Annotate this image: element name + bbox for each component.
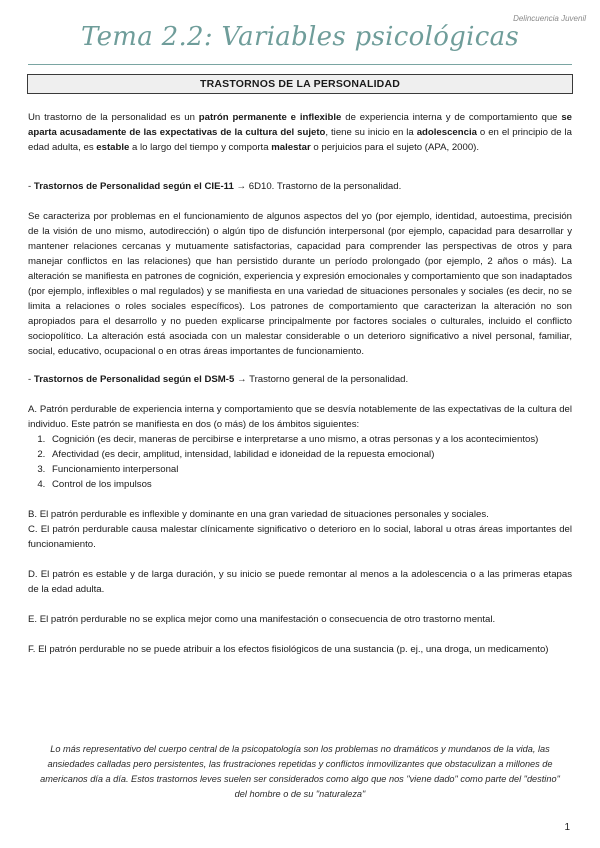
title-divider xyxy=(28,64,572,65)
cie-code: → 6D10. Trastorno de la personalidad. xyxy=(233,181,402,192)
page-number: 1 xyxy=(564,822,570,833)
cie-label: Trastornos de Personalidad según el CIE-11 xyxy=(33,181,234,192)
dsm-label: Trastornos de Personalidad según el DSM-5 xyxy=(33,374,235,385)
running-header: Delincuencia Juvenil xyxy=(513,14,586,23)
dsm-code: → Trastorno general de la personalidad. xyxy=(234,374,409,385)
intro-bold: malestar xyxy=(271,142,311,153)
list-item: 1. Cognición (es decir, maneras de percibirse e interpretarse a uno mismo, a otras personas y a los acontecimientos) xyxy=(48,432,572,447)
body-text xyxy=(28,110,572,657)
list-item: 2. Afectividad (es decir, amplitud, intensidad, labilidad e idoneidad de la repuesta emocional) xyxy=(48,447,572,462)
cie-description: Se caracteriza por problemas en el funcionamiento de algunos aspectos del yo (por ejemplo, identidad, autoestima, precisión de la visión de uno mismo, autodirección) o algún tipo de disfunción interpersonal (por ejemplo, capacidad para desarrollar y mantener relaciones cercanas y mutuamente satisfactorias, capacidad para comprender las perspectivas de otros y para manejar conflictos en las relaciones) que han persistido durante un período prolongado (por ejemplo, 2 años o más). La alteración se manifiesta en patrones de cognición, experiencia y expresión emocionales y comportamiento que son inadaptados (por ejemplo, inflexibles o mal regulados) y se manifiesta en una variedad de situaciones personales y sociales (es decir, no se limita a relaciones o roles sociales específicos). Los patrones de comportamiento que caracterizan la alteración no son apropiados para el desarrollo y no pueden explicarse principalmente por factores sociales o culturales, incluido el conflicto sociopolítico. La alteración está asociada con un malestar considerable o un deterioro significativo a nivel personal, familiar, social, educativo, ocupacional o en otras áreas importantes de funcionamiento. xyxy=(28,211,572,357)
criterion-c: C. El patrón perdurable causa malestar clínicamente significativo o deterioro en lo social, laboral u otras áreas importantes del funcionamiento. xyxy=(28,524,572,550)
cie-dash: - xyxy=(28,181,34,192)
criterion-a-list xyxy=(28,432,572,492)
criterion-d: D. El patrón es estable y de larga duración, y su inicio se puede remontar al menos a la adolescencia o a las primeras etapas de la edad adulta. xyxy=(28,569,572,595)
intro-bold: se aparta acusadamente de las expectativas de la cultura del sujeto xyxy=(28,112,572,138)
dsm-dash: - xyxy=(28,374,34,385)
intro-bold: patrón permanente e inflexible xyxy=(198,112,342,123)
intro-text: o en el principio de la edad adulta, es xyxy=(28,127,572,153)
closing-quote: Lo más representativo del cuerpo central de la psicopatología son los problemas no dramáticos y mundanos de la vida, las ansiedades calladas pero persistentes, las frustraciones repetidas y conflictos inmovilizantes que obstaculizan a millones de americanos día a día. Estos trastornos leves suelen ser considerados como algo que nos "viene dado" como parte del "destino" del hombre o de su "naturaleza" xyxy=(40,744,560,799)
cie-heading xyxy=(28,179,572,194)
intro-text: a lo largo del tiempo y comporta xyxy=(129,142,272,153)
criterion-a: A. Patrón perdurable de experiencia interna y comportamiento que se desvía notablemente de las expectativas de la cultura del individuo. Este patrón se manifiesta en dos (o más) de los ámbitos siguientes: xyxy=(28,404,572,430)
criterion-e: E. El patrón perdurable no se explica mejor como una manifestación o consecuencia de otro trastorno mental. xyxy=(28,614,496,625)
intro-bold: adolescencia xyxy=(416,127,477,138)
intro-bold: estable xyxy=(96,142,130,153)
criterion-f: F. El patrón perdurable no se puede atribuir a los efectos fisiológicos de una sustancia (p. ej., una droga, un medicamento) xyxy=(28,644,549,655)
intro-text: de experiencia interna y de comportamiento que xyxy=(341,112,562,123)
page-title: Tema 2.2: Variables psicológicas xyxy=(80,22,520,52)
intro-text: o perjuicios para el sujeto (APA, 2000). xyxy=(310,142,480,153)
criterion-b: B. El patrón perdurable es inflexible y dominante en una gran variedad de situaciones personales y sociales. xyxy=(28,509,489,520)
intro-text: , tiene su inicio en la xyxy=(325,127,417,138)
list-item: 4. Control de los impulsos xyxy=(48,477,572,492)
intro-paragraph xyxy=(28,110,572,155)
section-heading: TRASTORNOS DE LA PERSONALIDAD xyxy=(27,74,573,94)
intro-text: Un trastorno de la personalidad es un xyxy=(28,112,199,123)
list-item: 3. Funcionamiento interpersonal xyxy=(48,462,572,477)
dsm-heading xyxy=(28,372,572,387)
